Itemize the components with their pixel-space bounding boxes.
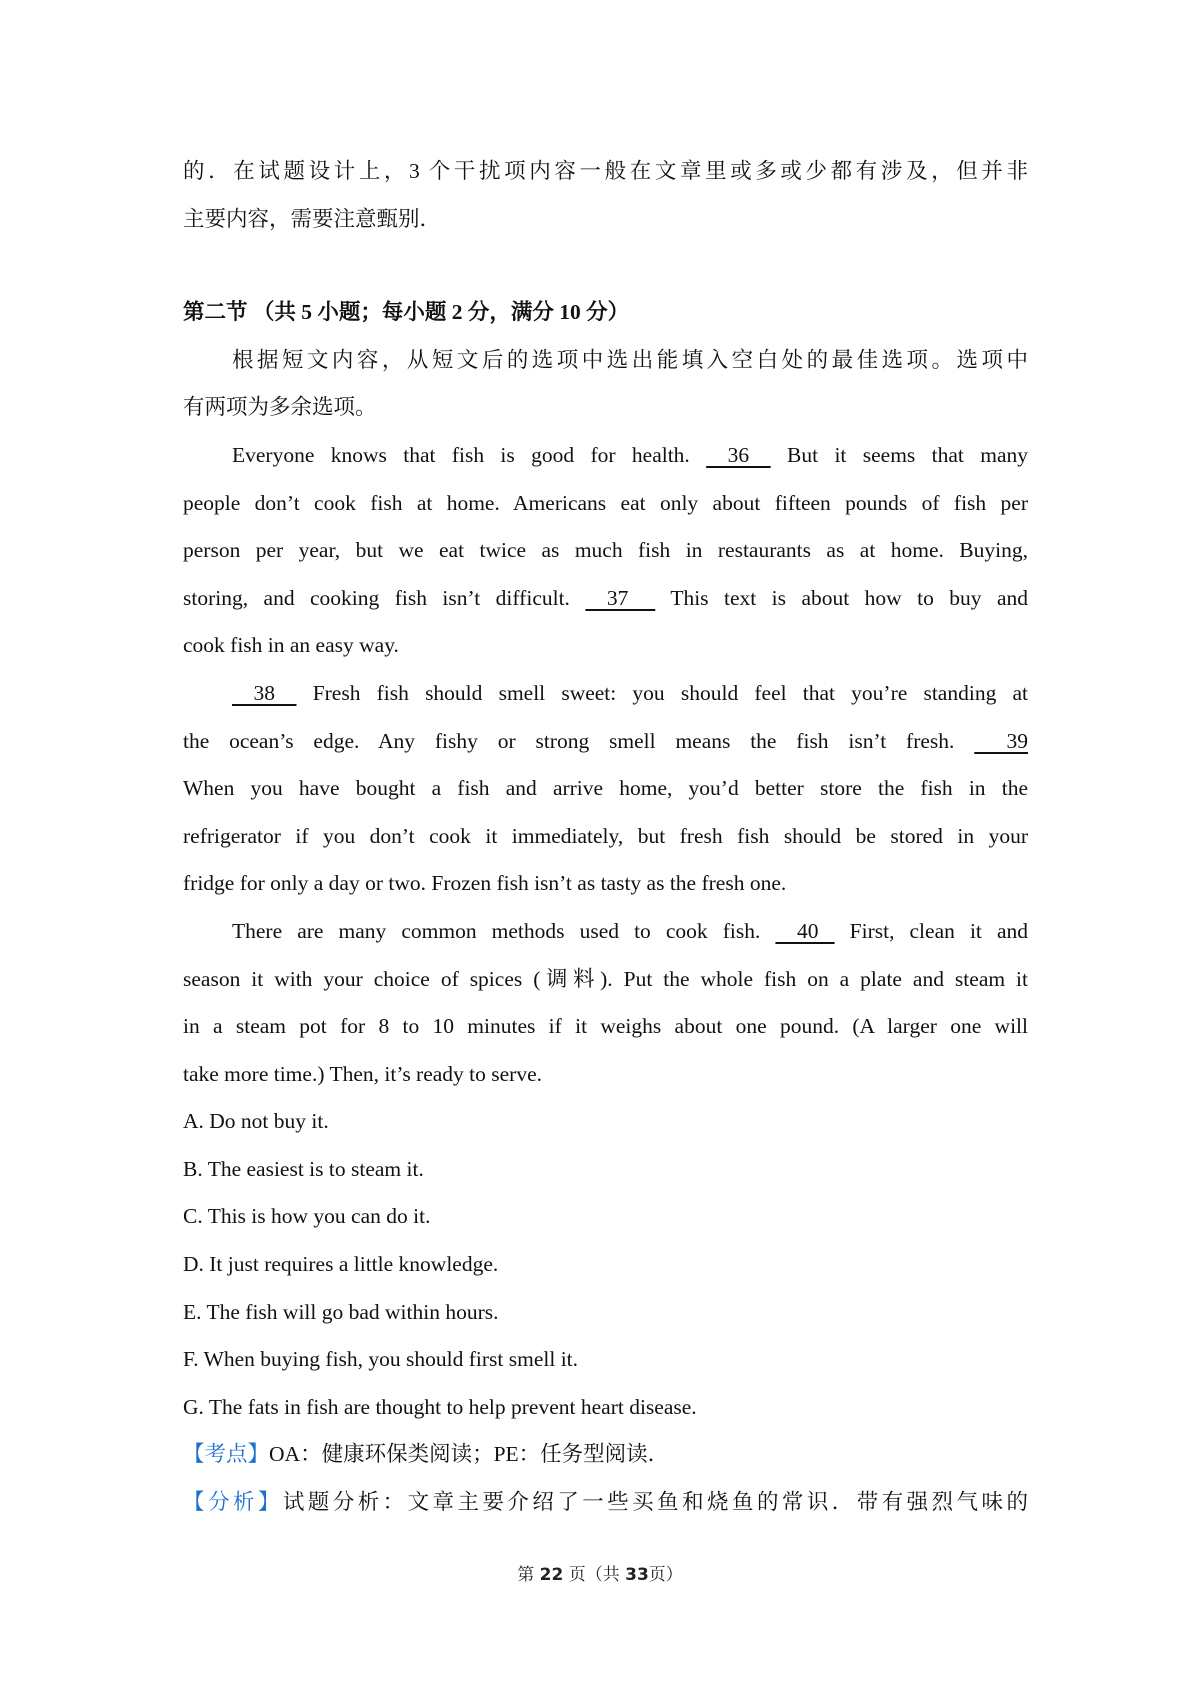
fenxi-tag: 【分析】 bbox=[183, 1490, 283, 1515]
intro-line: 的．在试题设计上，3 个干扰项内容一般在文章里或多或少都有涉及，但并非 bbox=[183, 159, 1028, 183]
blank-38: 38 bbox=[232, 680, 297, 705]
kaodian-line bbox=[183, 1431, 1028, 1479]
blank-37: 37 bbox=[585, 585, 656, 610]
blank-40: 40 bbox=[775, 918, 835, 943]
fenxi-text: 试题分析：文章主要介绍了一些买鱼和烧鱼的常识．带有强烈气味的 bbox=[282, 1490, 1028, 1515]
blank-39: 39 bbox=[974, 728, 1029, 753]
passage-line bbox=[183, 718, 1028, 766]
passage-text: Fresh fish should smell sweet: you should feel that you’re standing at bbox=[312, 680, 1029, 705]
passage-line: person per year, but we eat twice as much fish in restaurants as at home. Buying, bbox=[183, 538, 1028, 563]
passage-line: fridge for only a day or two. Frozen fish isn’t as tasty as the fresh one. bbox=[183, 871, 787, 896]
passage-text: Everyone knows that fish is good for health. bbox=[232, 442, 690, 467]
passage-line: take more time.) Then, it’s ready to serve. bbox=[183, 1061, 543, 1086]
page-total: 33 bbox=[625, 1565, 649, 1585]
passage-text: This text is about how to buy and bbox=[670, 585, 1029, 610]
passage-text: the ocean’s edge. Any fishy or strong smell means the fish isn’t fresh. bbox=[183, 728, 955, 753]
passage-line: in a steam pot for 8 to 10 minutes if it weighs about one pound. (A larger one will bbox=[183, 1014, 1028, 1039]
passage-line: refrigerator if you don’t cook it immediately, but fresh fish should be stored in your bbox=[183, 823, 1028, 848]
passage-text: storing, and cooking fish isn’t difficult. bbox=[183, 585, 570, 610]
passage-line bbox=[183, 670, 1028, 718]
page-content bbox=[183, 148, 1028, 1527]
section-heading: 第二节 （共 5 小题；每小题 2 分，满分 10 分） bbox=[183, 300, 630, 325]
option-f: F. When buying fish, you should first smell it. bbox=[183, 1347, 579, 1372]
footer-text: 页） bbox=[648, 1565, 683, 1585]
intro-line: 主要内容，需要注意甄别． bbox=[183, 206, 442, 231]
passage-text: First, clean it and bbox=[849, 918, 1029, 943]
passage-line: people don’t cook fish at home. Americans eat only about fifteen pounds of fish per bbox=[183, 490, 1028, 515]
passage-text: There are many common methods used to cook fish. bbox=[232, 918, 761, 943]
option-c: C. This is how you can do it. bbox=[183, 1204, 431, 1229]
page-number: 22 bbox=[539, 1565, 564, 1585]
passage-line: season it with your choice of spices (调料). Put the whole fish on a plate and steam it bbox=[183, 966, 1028, 991]
option-e: E. The fish will go bad within hours. bbox=[183, 1299, 499, 1324]
passage-line bbox=[183, 575, 1028, 623]
passage-line: cook fish in an easy way. bbox=[183, 633, 399, 658]
option-g: G. The fats in fish are thought to help prevent heart disease. bbox=[183, 1394, 697, 1419]
footer-text: 页（共 bbox=[568, 1565, 620, 1585]
instruction-line: 根据短文内容，从短文后的选项中选出能填入空白处的最佳选项。选项中 bbox=[232, 347, 1028, 372]
footer-text: 第 bbox=[517, 1565, 535, 1585]
option-a: A. Do not buy it. bbox=[183, 1109, 329, 1134]
passage-line bbox=[183, 908, 1028, 956]
instruction-line: 有两项为多余选项。 bbox=[183, 395, 377, 420]
page-footer bbox=[0, 1560, 1200, 1585]
spacer bbox=[183, 243, 1028, 289]
blank-36: 36 bbox=[706, 442, 771, 467]
kaodian-tag: 【考点】 bbox=[183, 1442, 270, 1467]
option-b: B. The easiest is to steam it. bbox=[183, 1156, 424, 1181]
passage-line: When you have bought a fish and arrive home, you’d better store the fish in the bbox=[183, 776, 1028, 801]
kaodian-text: OA：健康环保类阅读；PE：任务型阅读． bbox=[269, 1442, 670, 1467]
fenxi-line bbox=[183, 1479, 1028, 1527]
option-d: D. It just requires a little knowledge. bbox=[183, 1252, 499, 1277]
passage-line bbox=[183, 432, 1028, 480]
passage-text: But it seems that many bbox=[787, 442, 1029, 467]
